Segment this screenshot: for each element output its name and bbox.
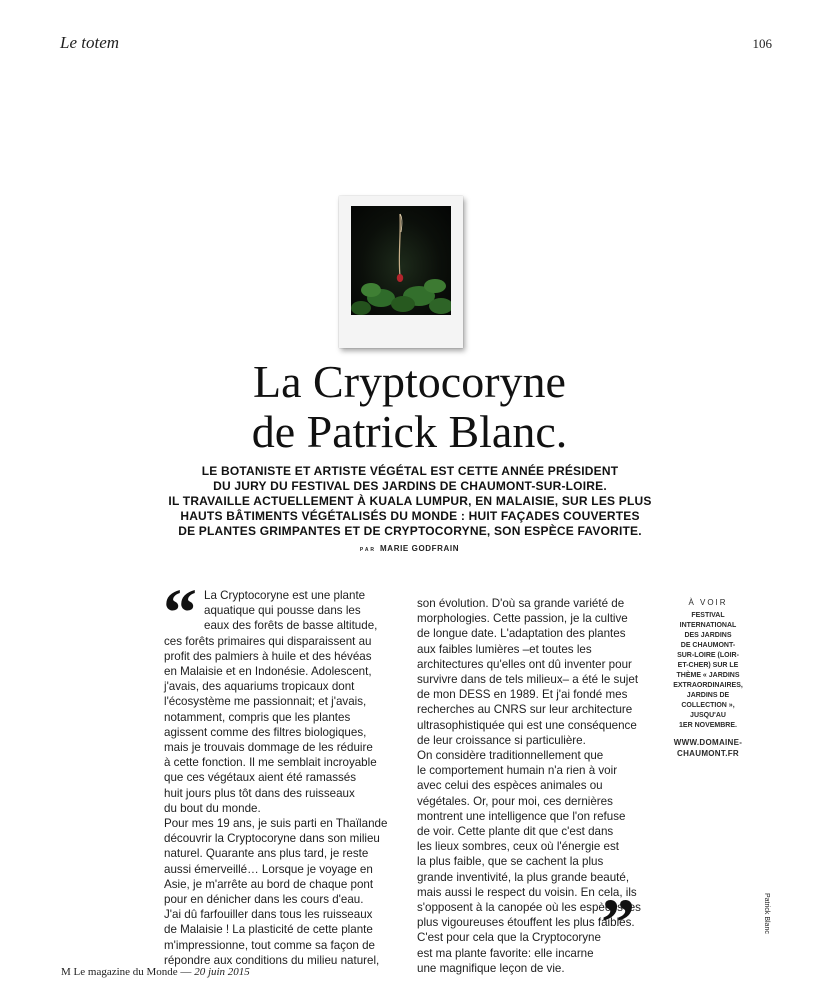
byline <box>0 544 819 553</box>
standfirst-line: HAUTS BÂTIMENTS VÉGÉTALISÉS DU MONDE : HUIT FAÇADES COUVERTES <box>180 509 640 523</box>
section-label: Le totem <box>60 33 120 52</box>
sidebar-line: EXTRAORDINAIRES, <box>673 682 743 689</box>
text-line: Pour mes 19 ans, je suis parti en Thaïlande <box>164 817 388 831</box>
sidebar-line: SUR-LOIRE (LOIR- <box>677 652 739 659</box>
text-line: de longue date. L'adaptation des plantes <box>417 627 626 641</box>
footer <box>61 966 250 978</box>
text-line: que ces végétaux aient été ramassés <box>164 771 357 785</box>
text-line: de Malaisie ! La plasticité de cette plante <box>164 923 373 937</box>
headline-line-2: de Patrick Blanc. <box>251 406 568 457</box>
text-line: de mon DESS en 1989. Et j'ai fondé mes <box>417 688 628 702</box>
text-line: les lieux sombres, ceux où l'énergie est <box>417 840 619 854</box>
text-line: végétales. Or, pour moi, ces dernières <box>417 794 613 808</box>
sidebar-line: ET-CHER) SUR LE <box>677 662 739 669</box>
text-line: On considère traditionnellement que <box>417 749 604 763</box>
photo-credit: Patrick Blanc <box>763 893 770 934</box>
polaroid-photo <box>339 196 463 348</box>
text-line: ultrasophistiquée qui est une conséquence <box>417 718 637 732</box>
text-line: ces forêts primaires qui disparaissent au <box>164 634 372 648</box>
text-line: pour en dénicher dans les cours d'eau. <box>164 893 364 907</box>
standfirst-line: LE BOTANISTE ET ARTISTE VÉGÉTAL EST CETTE ANNÉE PRÉSIDENT <box>201 464 619 478</box>
sidebar-line: DES JARDINS <box>684 632 732 639</box>
text-line: son évolution. D'où sa grande variété de <box>417 597 625 610</box>
text-line: en Malaisie et en Indonésie. Adolescent, <box>164 665 372 679</box>
text-line: aux faibles lumières –et toutes les <box>417 642 592 656</box>
text-line: le comportement humain n'a rien à voir <box>417 764 618 778</box>
text-line: du bout du monde. <box>164 801 261 815</box>
sidebar-line: DE CHAUMONT- <box>680 642 736 649</box>
sidebar-line: COLLECTION », <box>681 702 735 709</box>
text-line: huit jours plus tôt dans des ruisseaux <box>164 786 355 800</box>
text-line: grande inventivité, la plus grande beauté, <box>417 870 630 884</box>
text-line: une magnifique leçon de vie. <box>417 961 565 975</box>
sidebar-a-voir <box>660 598 756 759</box>
text-line: J'ai dû farfouiller dans tous les ruisseaux <box>164 908 373 922</box>
text-line: architectures qu'elles ont dû inventer pour <box>417 657 632 671</box>
text-line: agissent comme des filtres biologiques, <box>164 725 367 739</box>
text-line: recherches au CNRS sur leur architecture <box>417 703 633 717</box>
cryptocoryne-photo <box>351 206 451 315</box>
standfirst-line: DU JURY DU FESTIVAL DES JARDINS DE CHAUMONT-SUR-LOIRE. <box>213 479 607 493</box>
sidebar-line: INTERNATIONAL <box>679 622 737 629</box>
sidebar-url-link[interactable]: WWW.DOMAINE-CHAUMONT.FR <box>673 738 743 758</box>
headline-line-1: La Cryptocoryne <box>253 356 566 407</box>
open-quote-mark: “ <box>163 574 197 650</box>
text-line: m'impressionne, tout comme sa façon de <box>164 938 375 952</box>
page-number: 106 <box>752 36 772 51</box>
byline-prefix: PAR <box>359 547 377 553</box>
text-line: naturel. Quarante ans plus tard, je reste <box>164 847 369 861</box>
text-line: profit des palmiers à huile et des hévéas <box>164 649 372 663</box>
article-column-left <box>164 588 396 968</box>
standfirst <box>140 464 680 539</box>
text-line: de voir. Cette plante dit que c'est dans <box>417 825 614 839</box>
sidebar-line: FESTIVAL <box>691 612 725 619</box>
sidebar-line: THÈME « JARDINS <box>676 672 740 679</box>
text-line: survivre dans de tels milieux– a été le sujet <box>417 673 639 687</box>
text-line: à cette fonction. Il me semblait incroyable <box>164 756 377 770</box>
footer-date: 20 juin 2015 <box>194 966 250 978</box>
text-line: eaux des forêts de basse altitude, <box>204 619 378 633</box>
text-line: la plus faible, que se cachent la plus <box>417 855 604 869</box>
text-line: répondre aux conditions du milieu naturel, <box>164 953 380 967</box>
close-quote-mark: ” <box>601 884 635 960</box>
text-line: La Cryptocoryne est une plante <box>204 589 366 602</box>
text-line: montrent une intelligence que l'on refuse <box>417 809 626 823</box>
text-line: morphologies. Cette passion, je la cultive <box>417 612 628 626</box>
text-line: l'écosystème me passionnait; et j'avais, <box>164 695 367 709</box>
standfirst-line: IL TRAVAILLE ACTUELLEMENT À KUALA LUMPUR, EN MALAISIE, SUR LES PLUS <box>168 494 652 508</box>
text-line: s'opposent à la canopée où les espèces les <box>417 901 641 915</box>
text-line: est ma plante favorite: elle incarne <box>417 946 594 960</box>
sidebar-line: 1ER NOVEMBRE. <box>679 722 737 729</box>
standfirst-line: DE PLANTES GRIMPANTES ET DE CRYPTOCORYNE, SON ESPÈCE FAVORITE. <box>178 524 642 538</box>
byline-author: MARIE GODFRAIN <box>380 544 460 553</box>
text-line: plus vigoureuses étouffent les plus faibles. <box>417 916 635 930</box>
text-line: de leur croissance si particulière. <box>417 733 586 747</box>
text-line: aussi émerveillé… Lorsque je voyage en <box>164 862 373 876</box>
text-line: aquatique qui pousse dans les <box>204 604 361 618</box>
text-line: j'avais, des aquariums tropicaux dont <box>164 680 355 694</box>
sidebar-heading: À VOIR <box>688 598 728 607</box>
text-line: avec celui des espèces animales ou <box>417 779 603 793</box>
sidebar-line: JUSQU'AU <box>690 712 726 719</box>
text-line: C'est pour cela que la Cryptocoryne <box>417 931 601 945</box>
text-line: notamment, compris que les plantes <box>164 710 351 724</box>
footer-publication: M Le magazine du Monde — <box>61 966 192 978</box>
text-line: Asie, je m'arrête au bord de chaque pont <box>164 877 374 891</box>
text-line: mais je trouvais dommage de les réduire <box>164 741 373 755</box>
text-line: découvrir la Cryptocoryne dans son milieu <box>164 832 380 846</box>
headline <box>0 357 819 457</box>
text-line: mais aussi le respect du voisin. En cela, ils <box>417 885 637 899</box>
sidebar-line: JARDINS DE <box>686 692 730 699</box>
